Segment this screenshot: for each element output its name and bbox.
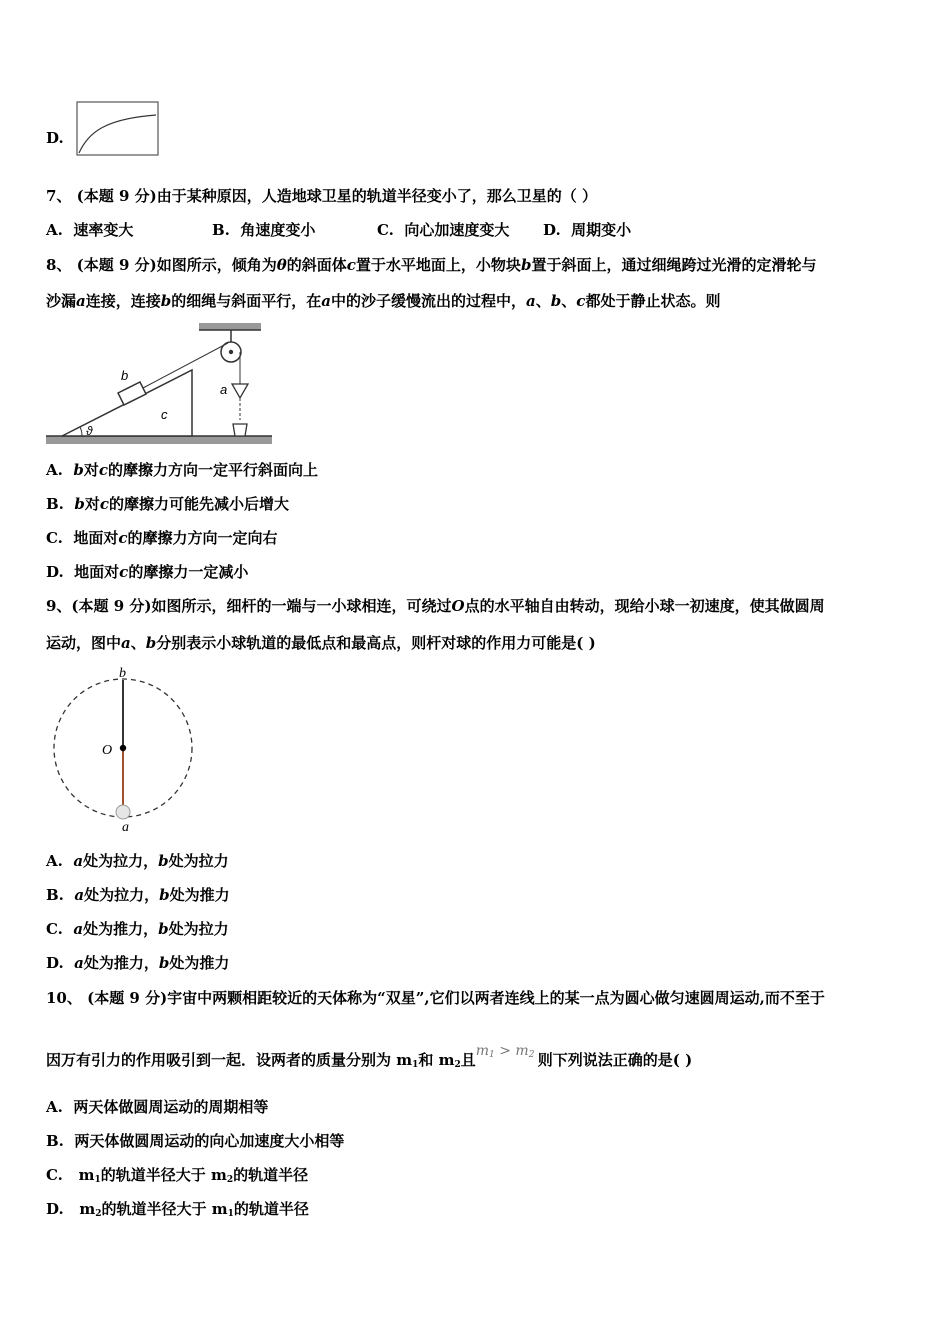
q7-option-b[interactable] (212, 220, 315, 240)
inline-formula: $m_1 > m_2$ (475, 1043, 535, 1060)
option-label: B. (212, 221, 230, 239)
label-c: c (161, 407, 168, 422)
q9-option-b[interactable]: B. a处为拉力，b处为推力 (46, 886, 230, 904)
q8-option-b[interactable]: B. b对c的摩擦力可能先减小后增大 (46, 495, 290, 513)
q10-stem-line1: 10、 (本题 9 分)宇宙中两颗相距较近的天体称为“双星”,它们以两者连线上的某一点为圆心做匀速圆周运动,而不至于 (46, 989, 825, 1007)
option-text: 角速度变小 (240, 221, 316, 239)
q10-option-b[interactable]: B. 两天体做圆周运动的向心加速度大小相等 (46, 1132, 345, 1150)
q9-stem-line1: 9、(本题 9 分)如图所示，细杆的一端与一小球相连，可绕过O点的水平轴自由转动，现给小球一初速度，使其做圆周 (46, 597, 825, 615)
option-label: A. (46, 221, 63, 239)
option-text: 向心加速度变大 (404, 221, 510, 239)
q8-option-d[interactable]: D. 地面对c的摩擦力一定减小 (46, 563, 249, 581)
option-label: D. (543, 221, 561, 239)
q8-stem-line1: 8、 (本题 9 分)如图所示，倾角为θ的斜面体c置于水平地面上，小物块b置于斜面上，通过细绳跨过光滑的定滑轮与 (46, 256, 817, 274)
label-a: a (122, 820, 129, 834)
q10-option-a[interactable]: A. 两天体做圆周运动的周期相等 (46, 1098, 269, 1116)
q9-option-c[interactable]: C. a处为推力，b处为拉力 (46, 920, 229, 938)
label-b: b (119, 666, 126, 681)
q7-option-a[interactable] (46, 220, 133, 240)
option-text: 周期变小 (571, 221, 632, 239)
q9-stem-line2: 运动，图中a、b分别表示小球轨道的最低点和最高点，则杆对球的作用力可能是( ) (46, 634, 596, 652)
label-o: O (102, 743, 113, 758)
ball (116, 805, 130, 819)
q9-option-a[interactable]: A. a处为拉力，b处为拉力 (46, 852, 229, 870)
q10-option-d[interactable]: D. $m_2$的轨道半径大于 $m_1$的轨道半径 (46, 1200, 309, 1219)
q10-stem-line2: 因万有引力的作用吸引到一起．设两者的质量分别为 $m_1$和 $m_2$且$m_1 > m_2$ 则下列说法正确的是( ) (46, 1043, 693, 1070)
q9-option-d[interactable]: D. a处为推力，b处为推力 (46, 954, 230, 972)
label-theta: ϑ (86, 424, 93, 438)
label-a: a (220, 382, 228, 397)
q7-option-d[interactable] (543, 220, 631, 240)
q9-figure (46, 662, 206, 834)
pivot-o (120, 745, 126, 751)
sand-funnel-a (232, 384, 248, 398)
label-b: b (121, 368, 129, 383)
q8-option-c[interactable]: C. 地面对c的摩擦力方向一定向右 (46, 529, 278, 547)
q8-option-a[interactable]: A. b对c的摩擦力方向一定平行斜面向上 (46, 461, 318, 479)
sand-cup (233, 424, 247, 436)
q6-option-d-graph (76, 101, 160, 157)
q6-option-d[interactable] (46, 128, 64, 148)
option-label: D. (46, 129, 64, 147)
q7-option-c[interactable] (377, 220, 509, 240)
q8-stem-line2: 沙漏a连接，连接b的细绳与斜面平行，在a中的沙子缓慢流出的过程中，a、b、c都处于静止状态。则 (46, 292, 721, 310)
q7-stem: 7、 (本题 9 分)由于某种原因，人造地球卫星的轨道半径变小了，那么卫星的（ ） (46, 187, 597, 205)
q8-figure (44, 320, 276, 450)
q10-option-c[interactable]: C. $m_1$的轨道半径大于 $m_2$的轨道半径 (46, 1166, 309, 1185)
option-text: 速率变大 (73, 221, 134, 239)
option-label: C. (377, 221, 394, 239)
